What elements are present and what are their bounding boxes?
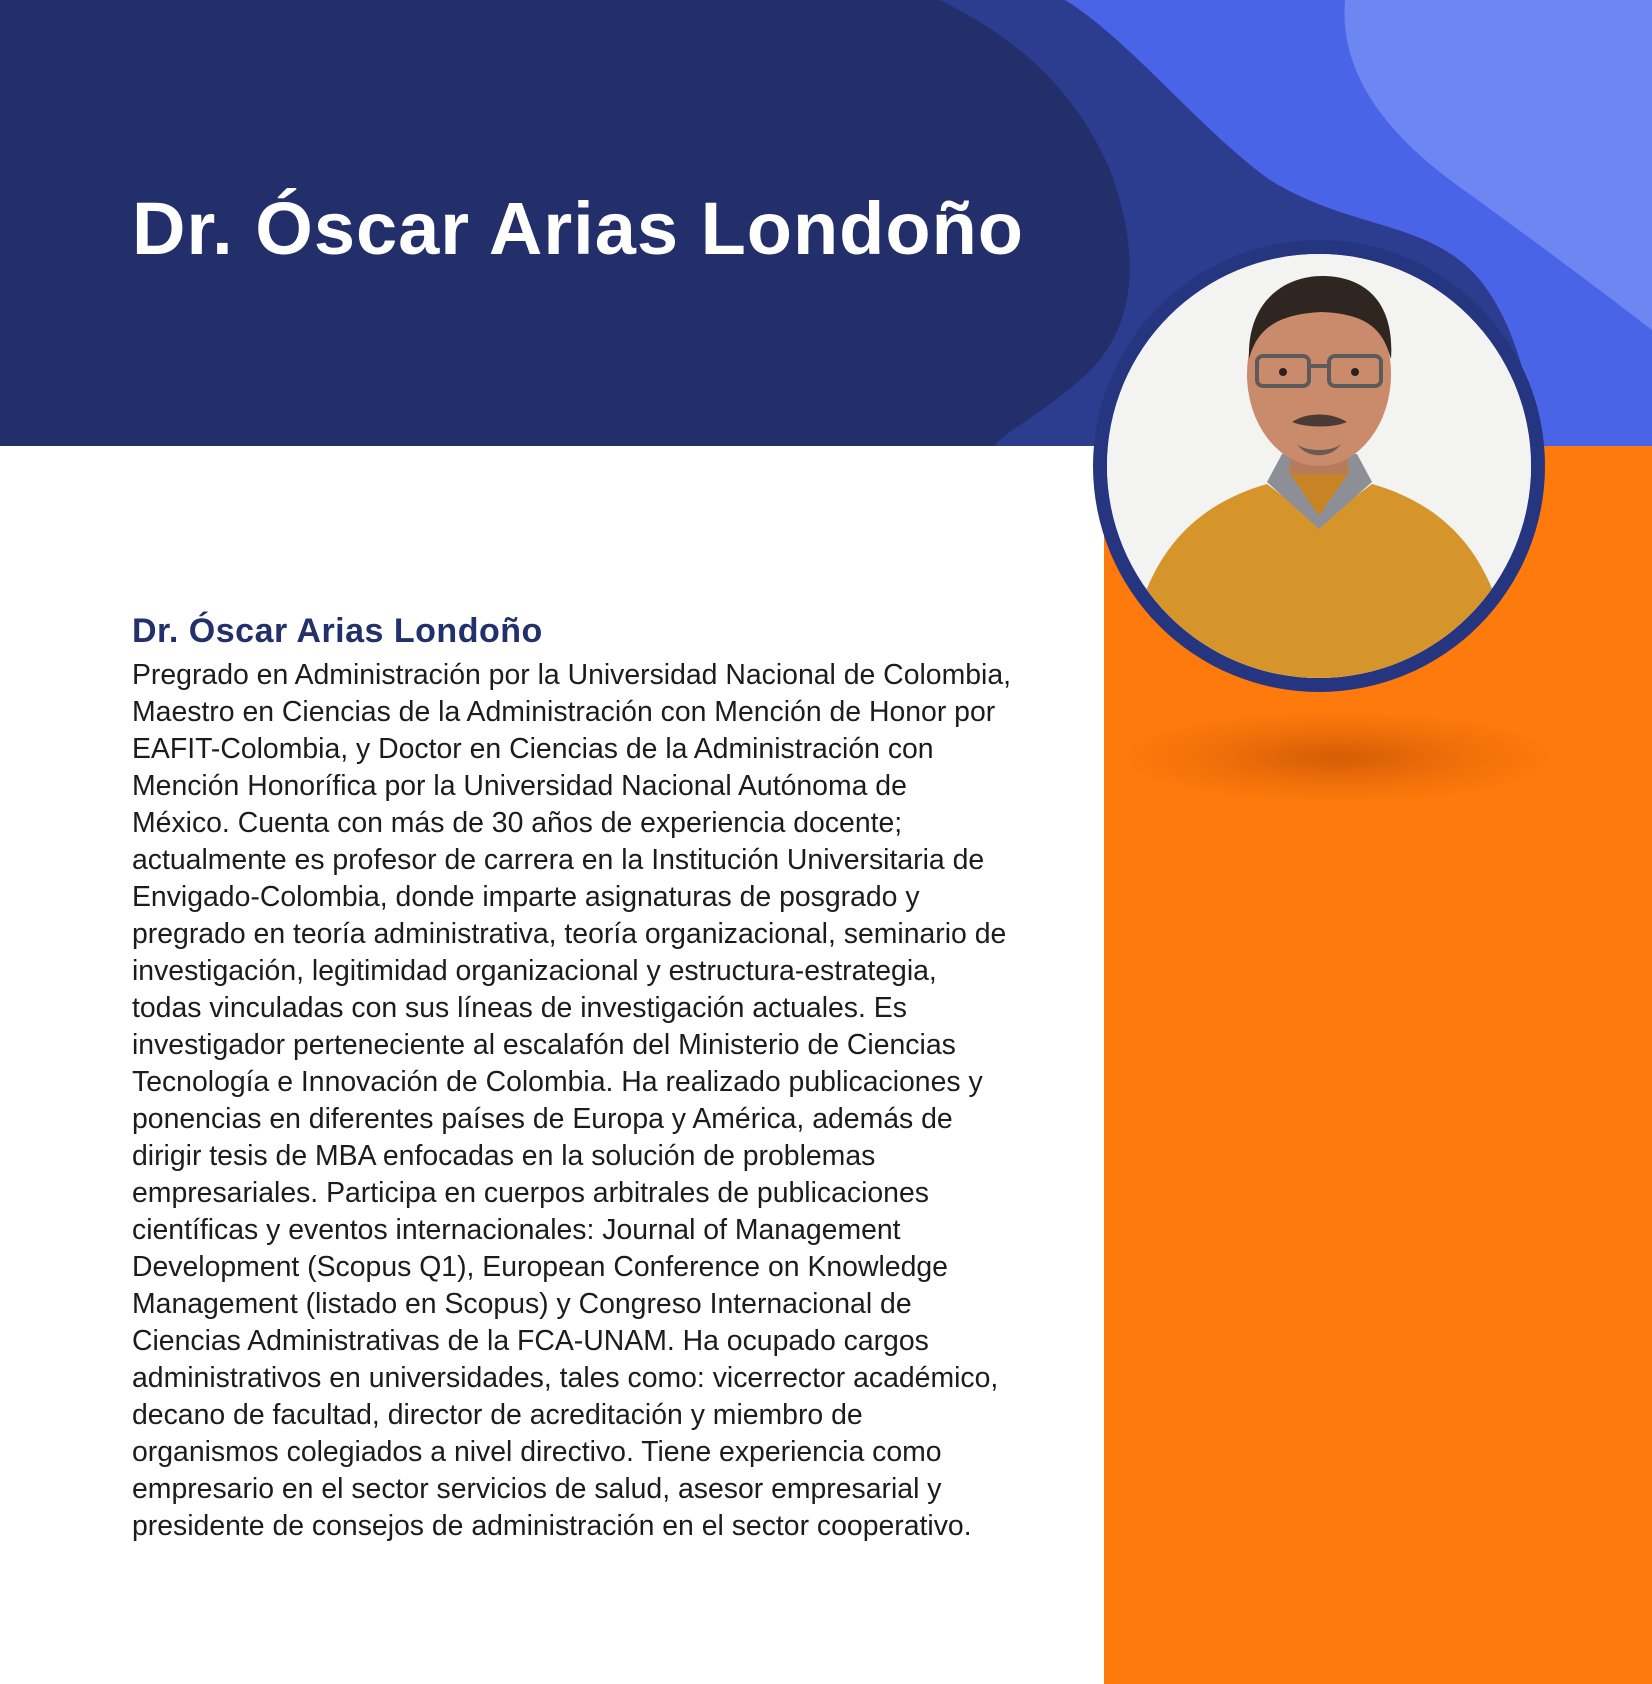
portrait-photo <box>1107 254 1531 678</box>
page-title: Dr. Óscar Arias Londoño <box>132 187 1024 270</box>
person-portrait-icon <box>1107 254 1531 678</box>
bio-paragraph: Pregrado en Administración por la Universidad Nacional de Colombia, Maestro en Ciencias de la Administración con Mención de Honor por EAFIT-Colombia, y Doctor en Ciencias de la Administración con Mención Honorífica por la Universidad Nacional Autónoma de México. Cuenta con más de 30 años de experiencia docente; actualmente es profesor de carrera en la Institución Universitaria de Envigado-Colombia, donde imparte asignaturas de posgrado y pregrado en teoría administrativa, teoría organizacional, seminario de investigación, legitimidad organizacional y estructura-estrategia, todas vinculadas con sus líneas de investigación actuales. Es investigador perteneciente al escalafón del Ministerio de Ciencias Tecnología e Innovación de Colombia. Ha realizado publicaciones y ponencias en diferentes países de Europa y América, además de dirigir tesis de MBA enfocadas en la solución de problemas empresariales. Participa en cuerpos arbitrales de publicaciones científicas y eventos internacionales: Journal of Management Development (Scopus Q1), European Conference on Knowledge Management (listado en Scopus) y Congreso Internacional de Ciencias Administrativas de la FCA-UNAM. Ha ocupado cargos administrativos en universidades, tales como: vicerrector académico, decano de facultad, director de acreditación y miembro de organismos colegiados a nivel directivo. Tiene experiencia como empresario en el sector servicios de salud, asesor empresarial y presidente de consejos de administración en el sector cooperativo. <box>132 659 1012 1542</box>
biography-section <box>132 612 1012 1545</box>
portrait-frame <box>1093 240 1545 692</box>
photo-shadow <box>1128 712 1548 802</box>
bio-heading: Dr. Óscar Arias Londoño <box>132 612 543 650</box>
